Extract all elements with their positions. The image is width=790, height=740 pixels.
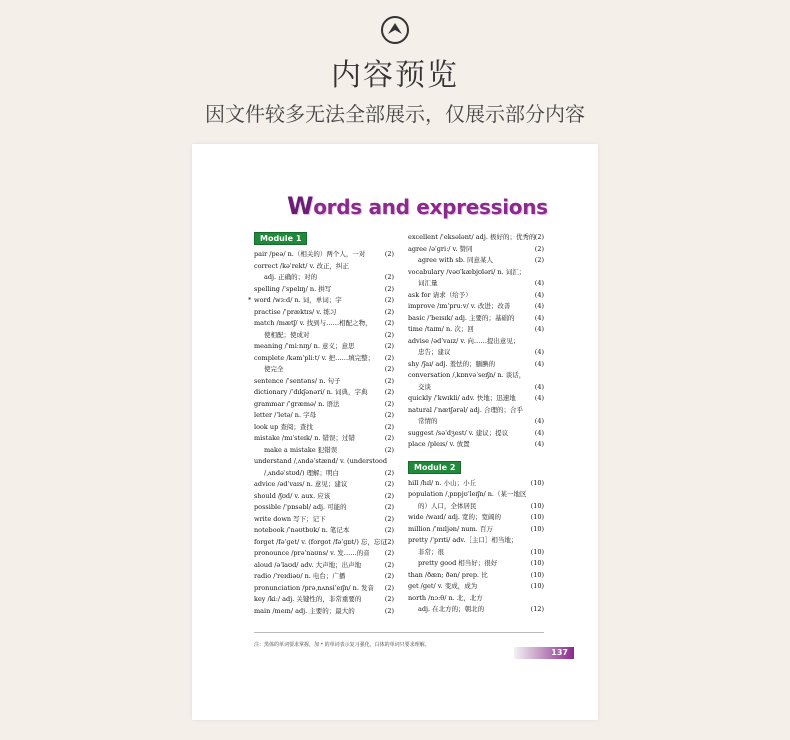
vocab-text: 常情的	[418, 417, 438, 425]
vocab-page-ref: (10)	[530, 501, 544, 510]
vocab-page-ref: (10)	[530, 570, 544, 579]
vocab-text: agree /əˈɡriː/ v. 赞同	[408, 244, 473, 253]
vocab-page-ref: (12)	[530, 605, 544, 613]
vocab-entry	[254, 537, 394, 549]
vocab-text: agree with sb. 同意某人	[418, 256, 494, 264]
vocab-page-ref: (4)	[534, 313, 544, 322]
vocab-page-ref: (2)	[384, 583, 394, 592]
right-column	[408, 232, 544, 616]
vocab-text: understand /ˌʌndəˈstænd/ v. (understood	[254, 457, 388, 465]
vocab-page-ref: (2)	[384, 503, 394, 511]
vocab-text: should /ʃʊd/ v. aux. 应该	[254, 491, 331, 500]
vocab-text: advice /ədˈvaɪs/ n. 意见；建议	[254, 480, 348, 488]
vocab-text: ask for 请求（给予）	[408, 290, 472, 299]
vocab-text: pronounce /prəˈnaʊns/ v. 发……的音	[254, 549, 370, 557]
vocab-page-ref: (4)	[534, 279, 544, 287]
vocab-text: sentence /ˈsentəns/ n. 句子	[254, 376, 341, 385]
vocab-page-ref: (4)	[534, 428, 544, 437]
vocab-page-ref: (2)	[384, 491, 394, 500]
vocab-page-ref: (2)	[384, 537, 394, 546]
vocab-text: /ˌʌndəˈstʊd/) 理解；明白	[264, 468, 340, 477]
vocab-entry	[408, 439, 544, 451]
vocab-entry	[408, 547, 544, 559]
vocab-text: 使完全	[264, 365, 284, 373]
vocab-text: pretty /ˈprɪti/ adv.［主口］相当地；	[408, 536, 518, 544]
vocab-text: basic /ˈbeɪsɪk/ adj. 主要的；基础的	[408, 313, 515, 322]
footnote-divider	[254, 632, 544, 633]
vocab-page-ref: (10)	[530, 524, 544, 533]
footnote: 注：黑体的单词要求掌握，加 * 的单词表示复习强化，白体的单词只要求理解。	[254, 642, 430, 648]
vocab-entry	[254, 249, 394, 261]
vocab-text: population /ˌpɒpjʊˈleɪʃn/ n.（某一地区	[408, 490, 527, 498]
vocab-text: get /ɡet/ v. 变成，成为	[408, 582, 478, 590]
vocab-page-ref: (10)	[530, 559, 544, 567]
vocab-page-ref: (2)	[384, 445, 394, 454]
vocab-page-ref: (2)	[384, 526, 394, 534]
vocab-entry	[408, 558, 544, 570]
vocab-text: conversation /ˌkɒnvəˈseɪʃn/ n. 谈话，	[408, 371, 526, 379]
vocab-page-ref: (4)	[534, 325, 544, 333]
vocab-entry	[254, 284, 394, 296]
vocab-text: 非常；很	[418, 547, 444, 556]
vocab-page-ref: (4)	[534, 440, 544, 448]
vocab-text: suggest /səˈdʒest/ v. 建议；提议	[408, 428, 509, 437]
vocab-entry	[254, 433, 394, 445]
vocab-page-ref: (2)	[534, 256, 544, 264]
vocab-text: meaning /ˈmiːnɪŋ/ n. 意义；意思	[254, 342, 355, 350]
vocab-text: aloud /əˈlaʊd/ adv. 大声地；出声地	[254, 560, 362, 569]
vocab-entry	[254, 330, 394, 342]
vocab-entry	[408, 478, 544, 490]
vocab-entry	[408, 581, 544, 593]
vocab-entry	[254, 422, 394, 434]
vocab-page-ref: (2)	[384, 307, 394, 316]
vocab-page-ref: (10)	[530, 478, 544, 487]
vocab-entry	[408, 428, 544, 440]
vocab-page-ref: (4)	[534, 382, 544, 391]
vocab-entry	[408, 382, 544, 394]
vocab-page-ref: (4)	[534, 417, 544, 425]
vocab-text: adj. 正确的；对的	[264, 273, 318, 281]
vocab-text: advise /ədˈvaɪz/ v. 向……提出意见；	[408, 336, 520, 345]
vocab-page-ref: (2)	[384, 342, 394, 350]
vocab-text: 词汇量	[418, 279, 438, 287]
chevron-up-circle-icon	[380, 15, 410, 45]
vocab-text: north /nɔːθ/ n. 北，北方	[408, 593, 483, 602]
vocab-text: dictionary /ˈdɪkʃənəri/ n. 词典，字典	[254, 388, 368, 396]
left-column	[248, 232, 394, 617]
page-subtitle: 因文件较多无法全部展示，仅展示部分内容	[205, 102, 585, 126]
vocab-page-ref: (4)	[534, 290, 544, 299]
vocab-page-ref: (2)	[384, 606, 394, 615]
vocab-text: vocabulary /vəʊˈkæbjʊləri/ n. 词汇；	[408, 267, 526, 276]
vocab-entry	[408, 416, 544, 428]
vocab-page-ref: (2)	[384, 330, 394, 339]
vocab-entry	[408, 336, 544, 348]
vocab-page-ref: (2)	[384, 549, 394, 557]
vocab-text: improve /ɪmˈpruːv/ v. 改进；改善	[408, 302, 511, 310]
heading-initial: W	[287, 192, 314, 220]
vocab-page-ref: (2)	[384, 273, 394, 281]
vocab-page-ref: (2)	[384, 514, 394, 523]
vocab-page-ref: (4)	[534, 302, 544, 310]
vocab-text: match /mætʃ/ v. 找到与……相配之物，	[254, 319, 372, 327]
vocab-text: key /kiː/ adj. 关键性的，非常重要的	[254, 595, 362, 603]
vocab-text: 忠告；建议	[418, 348, 451, 356]
vocab-entry	[254, 583, 394, 595]
vocab-text: shy /ʃaɪ/ adj. 羞怯的；腼腆的	[408, 359, 496, 368]
vocab-page-ref: (2)	[384, 376, 394, 385]
vocab-entry	[254, 606, 394, 618]
vocab-entry	[254, 353, 394, 365]
page-title: 内容预览	[331, 58, 459, 93]
vocab-page-ref: (2)	[384, 560, 394, 569]
vocab-page-ref: (2)	[384, 572, 394, 580]
vocab-entry	[254, 364, 394, 376]
vocab-entry	[248, 295, 394, 307]
vocab-entry	[408, 593, 544, 605]
vocab-text: 使相配；使成对	[264, 330, 310, 339]
vocab-text: write down 写下；记下	[254, 514, 326, 523]
vocab-entry	[408, 489, 544, 501]
module-2-list	[408, 478, 544, 616]
vocab-page-ref: (2)	[534, 233, 544, 241]
vocab-page-ref: (2)	[384, 353, 394, 362]
vocab-page-ref: (2)	[384, 480, 394, 488]
vocab-entry	[254, 525, 394, 537]
vocab-text: adj. 在北方的；朝北的	[418, 605, 485, 613]
vocab-entry	[408, 535, 544, 547]
vocab-text: possible /ˈpɒsəbl/ adj. 可能的	[254, 503, 347, 511]
vocab-text: make a mistake 犯错误	[264, 445, 338, 454]
vocab-text: mistake /mɪˈsteɪk/ n. 错误；过错	[254, 434, 356, 442]
vocab-page-ref: (4)	[534, 348, 544, 356]
vocab-entry	[408, 501, 544, 513]
heading-rest: ords and expressions	[313, 195, 548, 219]
review-star-icon: *	[248, 296, 252, 304]
vocab-text: forget /fəˈɡet/ v. (forgot /fəˈɡɒt/) 忘，忘记	[254, 537, 387, 546]
vocab-text: letter /ˈletə/ n. 字母	[254, 411, 317, 419]
vocab-text: 的）人口，全体居民	[418, 501, 477, 510]
vocab-entry	[408, 405, 544, 417]
vocab-text: natural /ˈnætʃərəl/ adj. 合理的；合乎	[408, 405, 523, 414]
vocab-entry	[254, 376, 394, 388]
vocab-entry	[408, 393, 544, 405]
vocab-text: place /pleɪs/ v. 放置	[408, 440, 470, 448]
vocab-page-ref: (10)	[530, 582, 544, 590]
vocab-entry	[254, 468, 394, 480]
vocab-entry	[408, 359, 544, 371]
vocab-text: main /meɪn/ adj. 主要的；最大的	[254, 606, 355, 615]
vocab-entry	[254, 502, 394, 514]
vocab-text: million /ˈmɪljən/ num. 百万	[408, 524, 493, 533]
vocab-text: notebook /ˈnəʊtbʊk/ n. 笔记本	[254, 526, 350, 534]
vocab-entry	[408, 290, 544, 302]
vocab-page-ref: (2)	[384, 595, 394, 603]
vocab-entry	[254, 491, 394, 503]
vocab-text: 交谈	[418, 382, 431, 391]
vocab-page-ref: (4)	[534, 394, 544, 402]
vocab-text: pretty good 相当好；很好	[418, 559, 498, 567]
section-heading	[287, 192, 548, 220]
vocab-text: word /wɜːd/ n. 词，单词；字	[254, 296, 342, 304]
vocab-entry	[254, 479, 394, 491]
vocab-page-ref: (2)	[384, 411, 394, 419]
document-page	[192, 144, 598, 720]
vocab-entry	[254, 548, 394, 560]
vocab-text: hill /hɪl/ n. 小山；小丘	[408, 478, 477, 487]
vocab-text: practise /ˈpræktɪs/ v. 练习	[254, 307, 337, 316]
vocab-page-ref: (2)	[384, 250, 394, 258]
vocab-entry	[408, 301, 544, 313]
vocab-entry	[408, 370, 544, 382]
vocab-page-ref: (2)	[384, 296, 394, 304]
vocab-entry	[408, 524, 544, 536]
vocab-text: than /ðæn; ðən/ prep. 比	[408, 570, 488, 579]
vocab-text: look up 查阅；查找	[254, 422, 313, 431]
vocab-text: quickly /ˈkwɪkli/ adv. 快地；迅速地	[408, 394, 516, 402]
vocab-text: grammar /ˈɡræmə/ n. 语法	[254, 399, 340, 408]
vocab-entry	[254, 307, 394, 319]
vocab-entry	[254, 594, 394, 606]
vocab-page-ref: (2)	[384, 365, 394, 373]
vocab-page-ref: (4)	[534, 359, 544, 368]
vocab-entry	[408, 347, 544, 359]
module-1-tag: Module 1	[254, 232, 307, 245]
vocab-entry	[254, 272, 394, 284]
vocab-entry	[408, 313, 544, 325]
vocab-entry	[254, 318, 394, 330]
vocab-text: excellent /ˈeksələnt/ adj. 极好的；优秀的	[408, 233, 536, 241]
vocab-text: radio /ˈreɪdiəʊ/ n. 电台；广播	[254, 572, 346, 580]
vocab-text: pronunciation /prəˌnʌnsiˈeɪʃn/ n. 发音	[254, 583, 374, 592]
module-2-tag: Module 2	[408, 461, 461, 474]
vocab-page-ref: (10)	[530, 547, 544, 556]
vocab-page-ref: (2)	[534, 244, 544, 253]
vocab-entry	[408, 267, 544, 279]
vocab-entry	[254, 456, 394, 468]
vocab-page-ref: (2)	[384, 399, 394, 408]
vocab-page-ref: (2)	[384, 388, 394, 396]
vocab-text: correct /kəˈrekt/ v. 改正，纠正	[254, 261, 349, 270]
vocab-text: time /taɪm/ n. 次；回	[408, 325, 474, 333]
vocab-entry	[254, 387, 394, 399]
vocab-entry	[408, 255, 544, 267]
vocab-entry	[408, 324, 544, 336]
vocab-text: wide /waɪd/ adj. 宽的；宽阔的	[408, 513, 502, 521]
vocab-entry	[254, 261, 394, 273]
vocab-entry	[254, 399, 394, 411]
vocab-page-ref: (10)	[530, 513, 544, 521]
vocab-entry	[254, 410, 394, 422]
vocab-text: spelling /ˈspelɪŋ/ n. 拼写	[254, 284, 332, 293]
module-1-list	[248, 249, 394, 617]
vocab-entry	[254, 341, 394, 353]
vocab-entry	[254, 560, 394, 572]
vocab-text: pair /peə/ n.（相关的）两个人，一对	[254, 250, 366, 258]
page-number: 137	[551, 648, 568, 657]
vocab-entry	[254, 514, 394, 526]
vocab-page-ref: (2)	[384, 319, 394, 327]
vocab-entry	[408, 232, 544, 244]
vocab-entry	[408, 278, 544, 290]
vocab-entry	[408, 604, 544, 616]
vocab-entry	[254, 445, 394, 457]
vocab-page-ref: (2)	[384, 434, 394, 442]
vocab-page-ref: (2)	[384, 422, 394, 431]
vocab-text: complete /kəmˈpliːt/ v. 把……填完整；	[254, 353, 375, 362]
module-1-continued-list	[408, 232, 544, 451]
vocab-page-ref: (2)	[384, 468, 394, 477]
vocab-entry	[408, 512, 544, 524]
vocab-entry	[254, 571, 394, 583]
vocab-page-ref: (2)	[384, 284, 394, 293]
vocab-entry	[408, 570, 544, 582]
vocab-entry	[408, 244, 544, 256]
